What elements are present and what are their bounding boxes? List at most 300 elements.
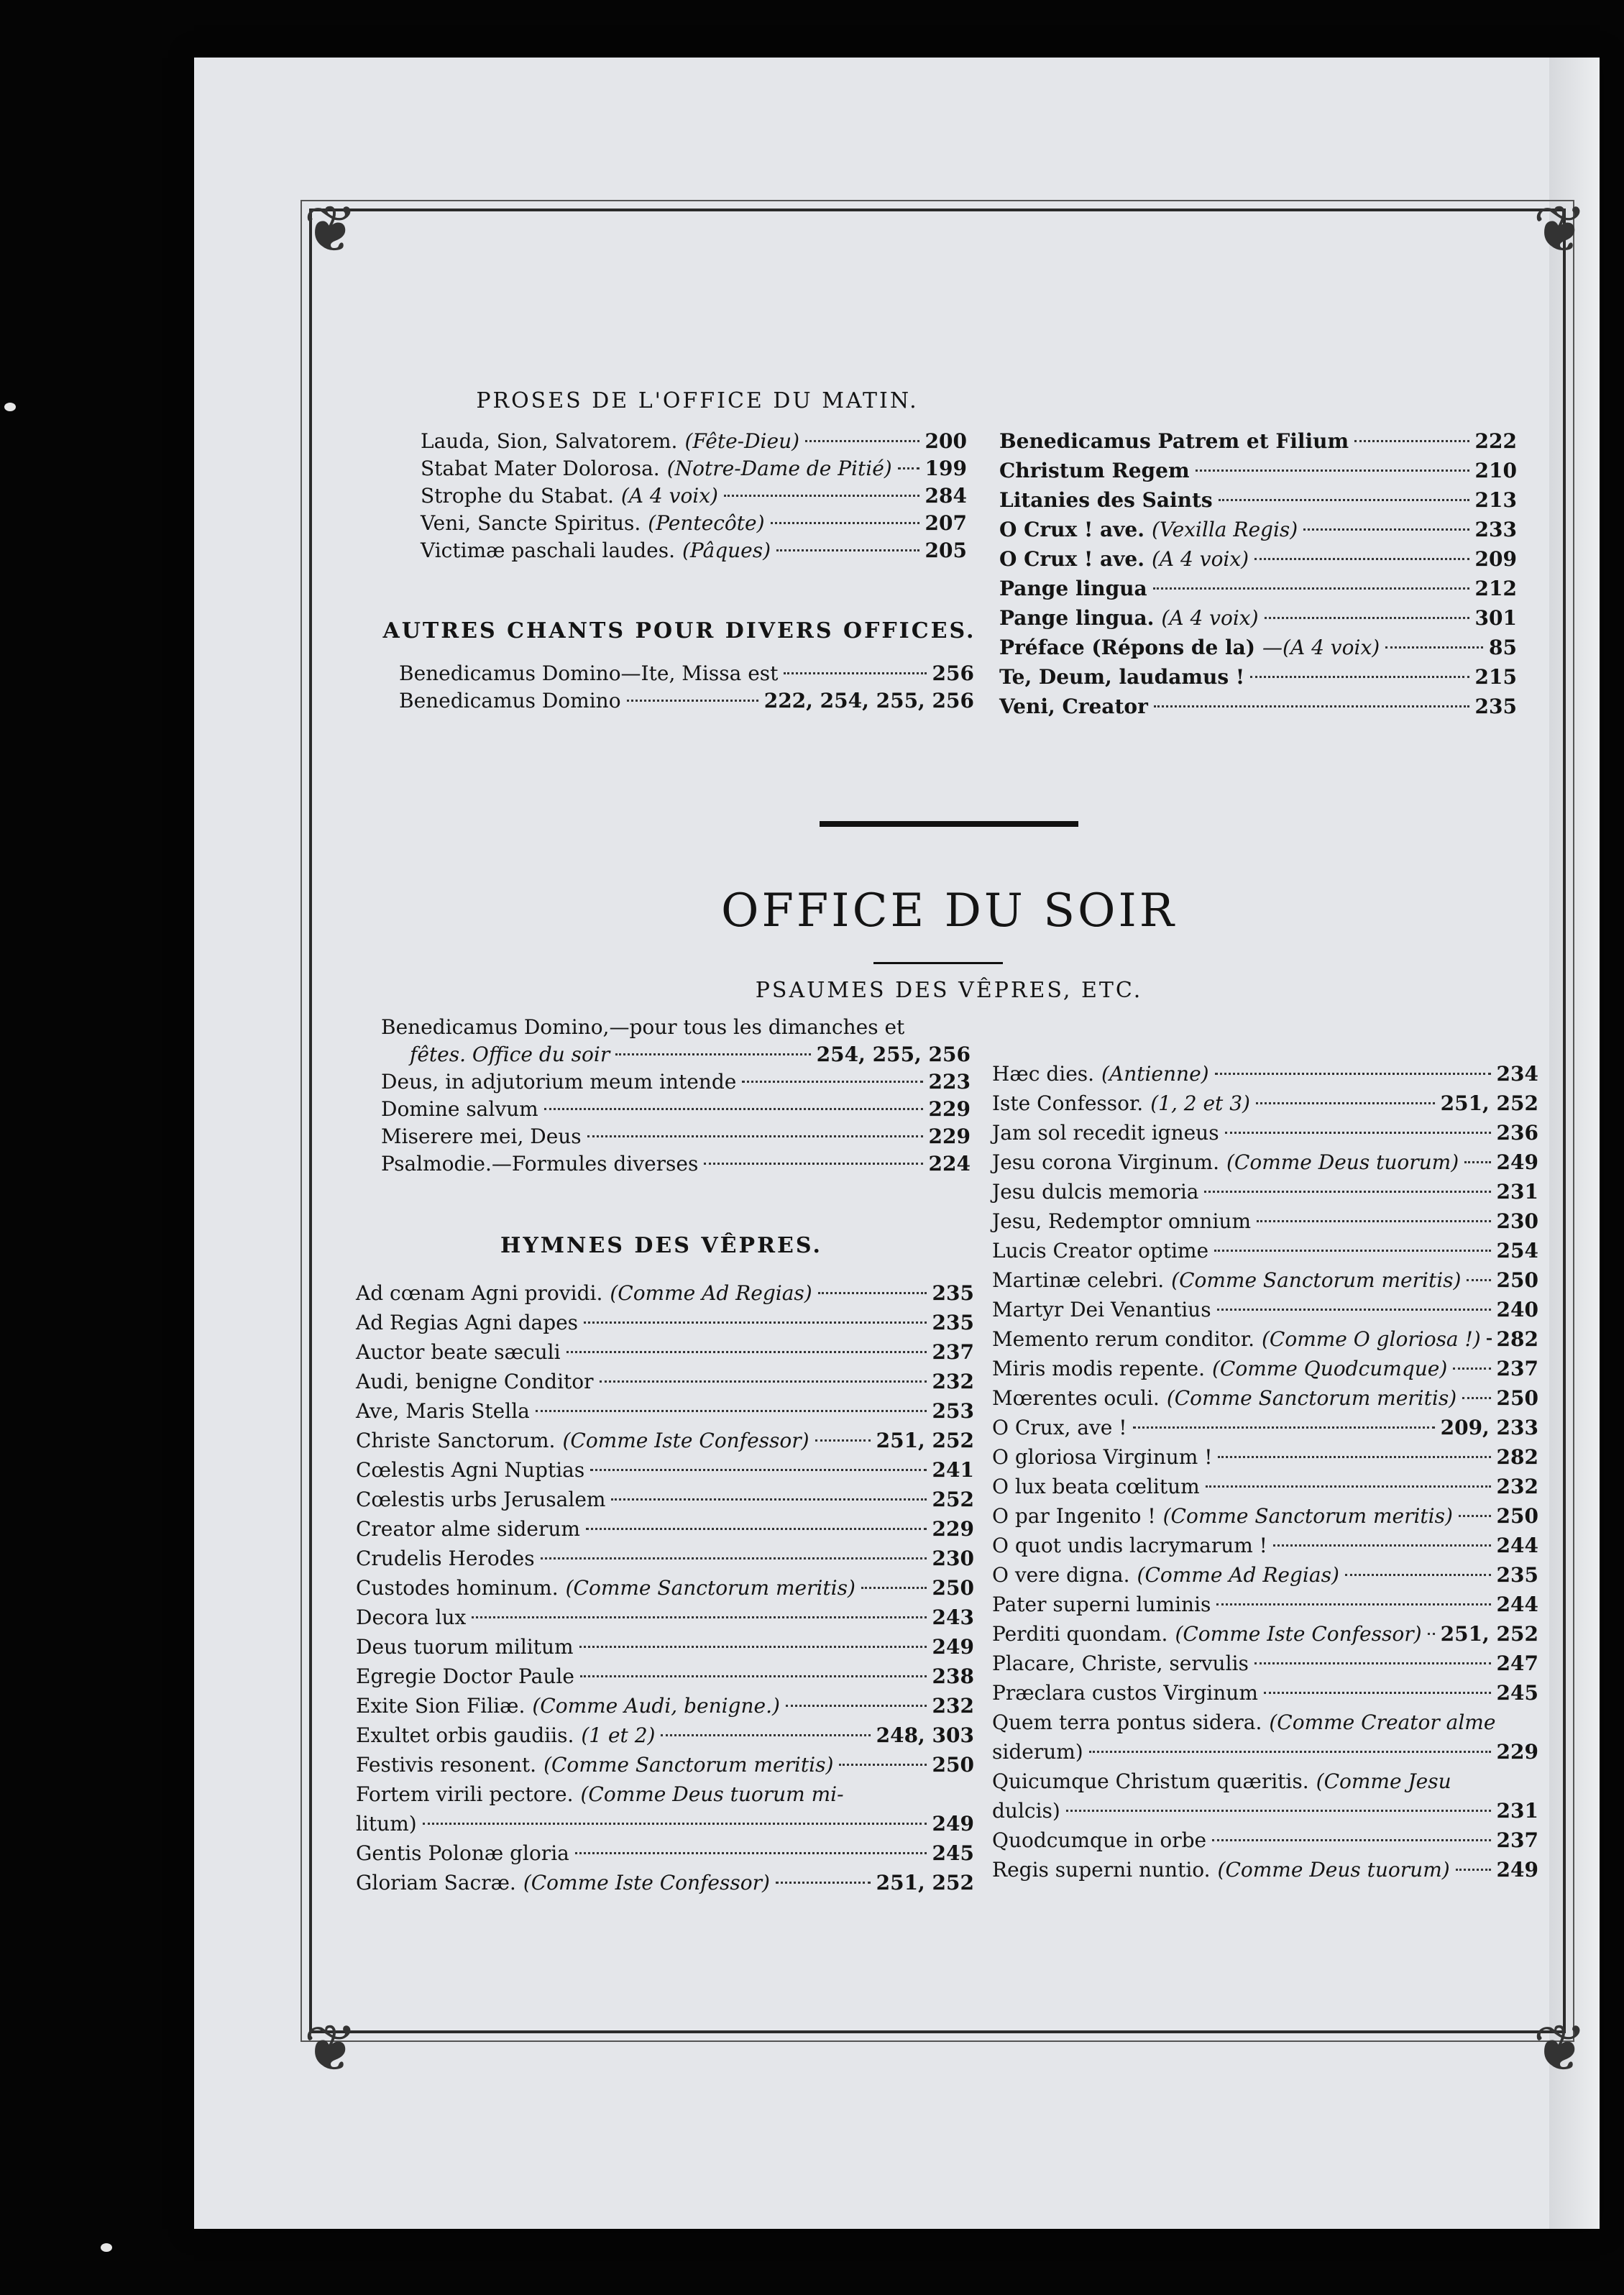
index-entry [356,1368,974,1396]
page-number: 229 [1496,1740,1538,1764]
index-entry [992,1650,1538,1677]
entry-title: O quot undis lacrymarum ! [992,1534,1267,1557]
entry-title: Perditi quondam. [992,1622,1168,1646]
page-number: 232 [932,1370,974,1393]
entry-title: Gloriam Sacræ. [356,1871,516,1895]
page-number: 235 [932,1311,974,1334]
entry-note: (Notre-Dame de Pitié) [666,457,892,480]
page-number: 249 [932,1812,974,1836]
page-number: 251, 252 [1440,1091,1538,1115]
index-entry [399,687,974,715]
page-number: 207 [925,511,967,535]
dot-leader [1219,498,1469,501]
entry-note: (A 4 voix) [1161,606,1259,630]
dot-leader [1453,1367,1490,1370]
index-entry [356,1840,974,1867]
entry-title: Pange lingua [999,577,1147,600]
index-entry [381,1096,971,1123]
entry-title: Benedicamus Domino,—pour tous les dimanches et [381,1015,905,1039]
index-entry [356,1869,974,1897]
index-entry [421,482,967,510]
corner-ornament-icon: ❦ [303,2011,358,2086]
entry-title: Cœlestis Agni Nuptias [356,1458,585,1482]
entry-title: Quem terra pontus sidera. [992,1710,1262,1734]
entry-title: Benedicamus Domino—Ite, Missa est [399,661,779,685]
dot-leader [615,1053,810,1055]
dot-leader [1153,587,1469,590]
index-entry [356,1634,974,1661]
index-entry [992,1621,1538,1648]
entry-title: Jam sol recedit igneus [992,1121,1219,1145]
index-entry [381,1150,971,1178]
dot-leader [627,699,758,702]
page-number: 245 [932,1841,974,1865]
entry-title: Decora lux [356,1605,467,1629]
index-entry [992,1267,1538,1294]
page-number: 249 [1496,1858,1538,1882]
entry-title: Placare, Christe, servulis [992,1652,1249,1675]
psaumes-heading: PSAUMES DES VÊPRES, ETC. [755,978,1143,1003]
page-number: 254, 255, 256 [816,1043,971,1066]
entry-title: O Crux, ave ! [992,1416,1127,1439]
page-number: 252 [932,1488,974,1511]
index-entry [992,1856,1538,1884]
dot-leader [815,1439,871,1442]
entry-title: Benedicamus Domino [399,689,621,713]
index-entry [356,1339,974,1366]
dot-leader [1254,1662,1491,1664]
dot-leader [1133,1426,1435,1429]
index-entry [356,1663,974,1690]
entry-title: O par Ingenito ! [992,1504,1156,1528]
entry-title: Quodcumque in orbe [992,1828,1207,1852]
dot-leader [544,1107,923,1110]
page-number: 232 [1496,1475,1538,1498]
page-number: 249 [1496,1150,1538,1174]
section-rule [820,821,1078,827]
page-number: 229 [928,1124,971,1148]
index-entry [356,1751,974,1779]
entry-title: Festivis resonent. [356,1753,537,1777]
page-number: 230 [932,1547,974,1570]
entry-title: dulcis) [992,1799,1060,1823]
page-number: 213 [1474,488,1517,512]
index-entry [421,428,967,455]
page-number: 236 [1496,1121,1538,1145]
dot-leader [586,1527,927,1530]
page-number: 238 [932,1664,974,1688]
index-entry [992,1061,1538,1088]
index-entry [356,1604,974,1631]
index-entry [992,1768,1538,1795]
dot-leader [1066,1809,1491,1812]
page-number: 301 [1474,606,1517,630]
page-number: 209 [1474,547,1517,571]
page-number: 222, 254, 255, 256 [763,689,974,713]
index-entry [992,1326,1538,1353]
page-number: 243 [932,1605,974,1629]
dot-leader [1428,1632,1435,1635]
dot-leader [1089,1750,1491,1753]
dot-leader [776,1881,871,1884]
page-number: 244 [1496,1593,1538,1616]
entry-title: Ad cœnam Agni providi. [356,1281,603,1305]
index-entry [421,455,967,482]
index-entry [381,1068,971,1096]
page-number: 240 [1496,1298,1538,1321]
entry-title: Egregie Doctor Paule [356,1664,574,1688]
dot-leader [898,467,919,469]
dot-leader [575,1851,927,1854]
entry-title: O Crux ! ave. [999,518,1144,541]
page-number: 232 [932,1694,974,1718]
index-entry [381,1014,971,1041]
page-number: 231 [1496,1799,1538,1823]
corner-ornament-icon: ❦ [1533,2011,1587,2086]
entry-note: (Comme Jesu [1316,1769,1451,1793]
dot-leader [776,549,919,551]
page-number: 233 [1474,518,1517,541]
dot-leader [784,672,926,674]
dot-leader [587,1135,923,1137]
dot-leader [861,1586,927,1589]
dot-leader [1217,1308,1491,1311]
index-entry [356,1398,974,1425]
index-entry [999,605,1517,632]
page-number: 222 [1474,429,1517,453]
dot-leader [839,1763,926,1766]
index-entry-continuation [410,1041,971,1068]
dot-leader [1257,1219,1491,1222]
entry-title: siderum) [992,1740,1083,1764]
dot-leader [1225,1131,1491,1134]
dot-leader [541,1557,927,1559]
index-entry [421,510,967,537]
dot-leader [579,1645,927,1648]
index-entry [999,457,1517,485]
entry-note: (Comme Sanctorum meritis) [1166,1386,1457,1410]
dot-leader [1206,1485,1491,1488]
hymnes-heading: HYMNES DES VÊPRES. [500,1233,822,1258]
page-number: 205 [925,539,967,562]
entry-title: Veni, Creator [999,695,1148,718]
page-number: 200 [925,429,967,453]
dot-leader [1464,1160,1490,1163]
dot-leader [661,1733,870,1736]
page-number: 251, 252 [876,1429,974,1452]
dot-leader [1214,1249,1490,1252]
index-entry [992,1562,1538,1589]
dot-leader [1456,1868,1491,1871]
page-number: 251, 252 [876,1871,974,1895]
index-entry [381,1123,971,1150]
entry-title: Lucis Creator optime [992,1239,1209,1263]
index-entry [999,693,1517,720]
entry-title: Jesu dulcis memoria [992,1180,1199,1204]
entry-title: O Crux ! ave. [999,547,1144,571]
index-entry [356,1781,974,1808]
entry-title: Victimæ paschali laudes. [421,539,675,562]
entry-title: Audi, benigne Conditor [356,1370,594,1393]
index-entry [421,537,967,564]
index-entry [356,1516,974,1543]
entry-note: (1, 2 et 3) [1150,1091,1250,1115]
index-entry [999,664,1517,691]
entry-note: (Comme Sanctorum meritis) [565,1576,855,1600]
entry-title: Fortem virili pectore. [356,1782,574,1806]
entry-note: (1 et 2) [581,1723,656,1747]
entry-title: Lauda, Sion, Salvatorem. [421,429,678,453]
entry-title: Præclara custos Virginum [992,1681,1258,1705]
dot-leader [600,1380,927,1383]
entry-title: Exite Sion Filiæ. [356,1694,526,1718]
page-number: 282 [1496,1327,1538,1351]
dot-leader [536,1409,927,1412]
entry-title: O gloriosa Virginum ! [992,1445,1213,1469]
index-entry [999,575,1517,603]
dot-leader [1462,1396,1490,1399]
index-entry [992,1503,1538,1530]
dot-leader [611,1498,926,1501]
entry-title: Martinæ celebri. [992,1268,1165,1292]
index-entry [992,1473,1538,1501]
entry-note: (Comme Deus tuorum) [1217,1858,1450,1882]
entry-title: Mœrentes oculi. [992,1386,1160,1410]
index-entry [992,1119,1538,1147]
entry-note: (A 4 voix) [620,484,718,508]
dot-leader [1154,705,1469,707]
corner-ornament-icon: ❦ [1533,192,1587,267]
index-entry [992,1178,1538,1206]
autres-heading: AUTRES CHANTS POUR DIVERS OFFICES. [382,618,976,643]
page-number: 247 [1496,1652,1538,1675]
page-number: 250 [1496,1268,1538,1292]
corner-ornament-icon: ❦ [303,192,358,267]
entry-note: (Fête-Dieu) [684,429,800,453]
film-speck [101,2243,112,2252]
dot-leader [1467,1278,1490,1281]
dot-leader [1273,1544,1491,1547]
entry-title: Exultet orbis gaudiis. [356,1723,574,1747]
index-entry [999,487,1517,514]
dot-leader [1254,557,1469,560]
entry-title: Auctor beate sæculi [356,1340,561,1364]
page-number: 229 [932,1517,974,1541]
page-number: 250 [1496,1504,1538,1528]
page-number: 248, 303 [876,1723,974,1747]
entry-title: Litanies des Saints [999,488,1213,512]
dot-leader [1212,1838,1490,1841]
entry-note: (Comme Ad Regias) [1137,1563,1339,1587]
page-number: 224 [928,1152,971,1176]
entry-title: O vere digna. [992,1563,1130,1587]
entry-title: Custodes hominum. [356,1576,559,1600]
entry-note: (A 4 voix) [1152,547,1249,571]
index-entry [356,1280,974,1307]
page-number: 253 [932,1399,974,1423]
entry-title: Veni, Sancte Spiritus. [421,511,641,535]
page-number: 251, 252 [1440,1622,1538,1646]
index-entry [992,1827,1538,1854]
dot-leader [1264,1691,1491,1694]
entry-note: (Comme Ad Regias) [610,1281,812,1305]
index-entry [992,1739,1538,1766]
entry-note: (Comme Sanctorum meritis) [1171,1268,1462,1292]
dot-leader [1204,1190,1490,1193]
page-number: 256 [932,661,974,685]
entry-title: Ave, Maris Stella [356,1399,530,1423]
index-entry [992,1414,1538,1442]
entry-note: (Comme Iste Confessor) [523,1871,770,1895]
page-number: 223 [928,1070,971,1094]
entry-title: Martyr Dei Venantius [992,1298,1211,1321]
page-number: 234 [1496,1062,1538,1086]
entry-title: Christe Sanctorum. [356,1429,556,1452]
page-number: 229 [928,1097,971,1121]
dot-leader [1459,1514,1491,1517]
entry-note: (Comme Iste Confessor) [562,1429,809,1452]
page-number: 235 [932,1281,974,1305]
book-page [194,58,1600,2229]
entry-note: (Comme Deus tuorum mi- [580,1782,844,1806]
entry-title: Te, Deum, laudamus ! [999,665,1245,689]
entry-title: litum) [356,1812,417,1836]
dot-leader [742,1080,922,1083]
entry-title: Creator alme siderum [356,1517,580,1541]
dot-leader [1216,1603,1490,1605]
page-number: 235 [1474,695,1517,718]
office-du-soir-title: OFFICE DU SOIR [721,884,1177,938]
index-entry [999,516,1517,544]
dot-leader [566,1350,927,1353]
dot-leader [1265,616,1469,619]
index-entry [399,660,974,687]
dot-leader [771,521,919,524]
page-number: 212 [1474,577,1517,600]
index-entry [356,1810,974,1838]
entry-title: Deus tuorum militum [356,1635,574,1659]
index-entry [992,1591,1538,1618]
entry-title: Jesu corona Virginum. [992,1150,1219,1174]
page-number: 282 [1496,1445,1538,1469]
entry-title: Pater superni luminis [992,1593,1211,1616]
page-number: 250 [932,1753,974,1777]
index-entry [356,1575,974,1602]
entry-title: Memento rerum conditor. [992,1327,1254,1351]
proses-heading: PROSES DE L'OFFICE DU MATIN. [476,388,919,413]
entry-note: (Comme Sanctorum meritis) [543,1753,834,1777]
index-entry [356,1427,974,1455]
page-number: 230 [1496,1209,1538,1233]
dot-leader [423,1822,927,1825]
entry-note: (Pentecôte) [648,511,765,535]
entry-note: (Comme Creator alme [1269,1710,1496,1734]
index-entry [992,1296,1538,1324]
page-number: 284 [925,484,967,508]
entry-title: Cœlestis urbs Jerusalem [356,1488,606,1511]
index-entry [999,634,1517,661]
page-number: 250 [932,1576,974,1600]
index-entry [356,1545,974,1572]
page-number: 250 [1496,1386,1538,1410]
index-entry [356,1722,974,1749]
index-entry [992,1797,1538,1825]
entry-note: (Comme Deus tuorum) [1226,1150,1459,1174]
entry-title: Quicumque Christum quæritis. [992,1769,1309,1793]
index-entry [356,1486,974,1513]
dot-leader [1250,675,1469,678]
page-number: 237 [1496,1357,1538,1380]
dot-leader [1345,1573,1491,1576]
index-entry [992,1149,1538,1176]
entry-title: Hæc dies. [992,1062,1095,1086]
index-content [194,58,1600,2229]
entry-title: Stabat Mater Dolorosa. [421,457,660,480]
entry-note: (Comme Quodcumque) [1212,1357,1448,1380]
dot-leader [704,1162,922,1165]
page-number: 210 [1474,459,1517,482]
page-number: 85 [1489,636,1517,659]
index-entry [356,1309,974,1337]
title-underline [873,962,1003,964]
page-number: 244 [1496,1534,1538,1557]
page-number: 241 [932,1458,974,1482]
index-entry [356,1457,974,1484]
page-number: 254 [1496,1239,1538,1263]
dot-leader [818,1291,927,1294]
film-speck [4,403,16,411]
index-entry [992,1444,1538,1471]
dot-leader [1218,1455,1490,1458]
entry-continuation: fêtes. Office du soir [410,1043,610,1066]
index-entry [992,1208,1538,1235]
dot-leader [1196,469,1469,472]
entry-note: (Pâques) [682,539,771,562]
page-number: 215 [1474,665,1517,689]
page-number: 235 [1496,1563,1538,1587]
dot-leader [580,1675,927,1677]
dot-leader [590,1468,926,1471]
entry-note: —(A 4 voix) [1262,636,1380,659]
dot-leader [786,1704,927,1707]
entry-title: Gentis Polonæ gloria [356,1841,569,1865]
entry-note: (Vexilla Regis) [1152,518,1298,541]
dot-leader [1256,1101,1435,1104]
entry-title: Strophe du Stabat. [421,484,614,508]
page-number: 245 [1496,1681,1538,1705]
index-entry [992,1532,1538,1559]
entry-title: Christum Regem [999,459,1190,482]
dot-leader [1487,1337,1491,1340]
index-entry [992,1090,1538,1117]
index-entry [992,1709,1538,1736]
index-entry [992,1680,1538,1707]
entry-title: Regis superni nuntio. [992,1858,1211,1882]
dot-leader [472,1616,926,1618]
entry-title: Iste Confessor. [992,1091,1144,1115]
dot-leader [724,494,919,497]
dot-leader [1354,439,1469,442]
entry-title: Ad Regias Agni dapes [356,1311,579,1334]
entry-title: Benedicamus Patrem et Filium [999,429,1349,453]
page-number: 231 [1496,1180,1538,1204]
page-number: 249 [932,1635,974,1659]
entry-title: Domine salvum [381,1097,538,1121]
index-entry [999,428,1517,455]
entry-title: Miris modis repente. [992,1357,1205,1380]
page-number: 237 [1496,1828,1538,1852]
entry-title: Miserere mei, Deus [381,1124,582,1148]
